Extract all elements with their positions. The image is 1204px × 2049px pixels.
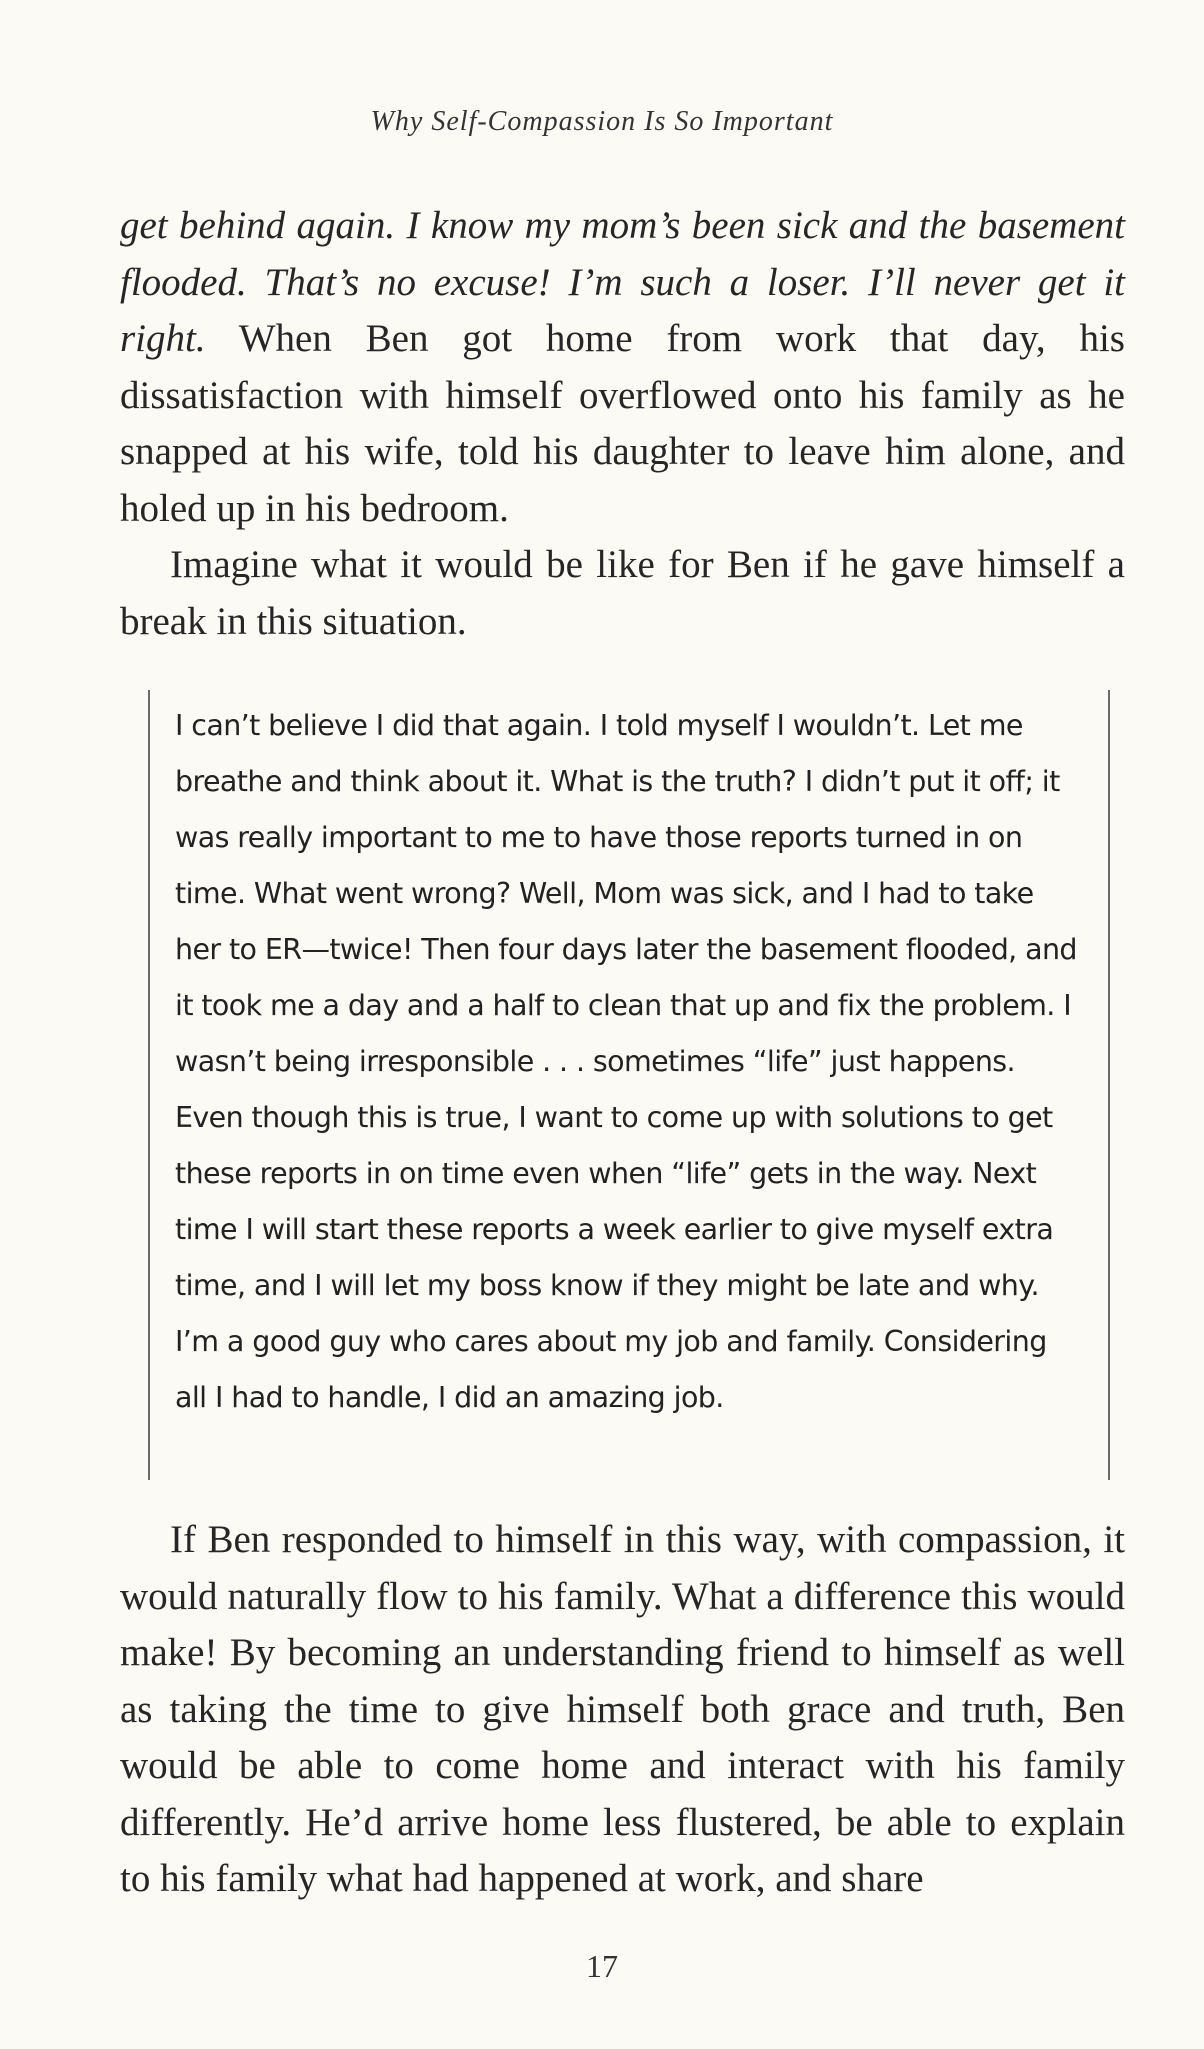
paragraph-3-text: If Ben responded to himself in this way, with compassion, it would naturally flow to his family. What a difference this would make! By becoming an understanding friend to himself as well as taking the time to give himself both grace and truth, Ben would be able to come home and interact with his family differently. He’d arrive home less flustered, be able to explain to his family what had happened at work, and share bbox=[120, 1518, 1125, 1900]
paragraph-3 bbox=[120, 1512, 1125, 1908]
paragraph-1 bbox=[120, 198, 1125, 537]
paragraph-1-text: When Ben got home from work that day, his dissatisfaction with himself overflowed onto his family as he snapped at his wife, told his daughter to leave him alone, and holed up in his bedroom. bbox=[120, 317, 1125, 530]
paragraph-2 bbox=[120, 537, 1125, 650]
self-talk-callout bbox=[148, 690, 1110, 1480]
callout-text: I can’t believe I did that again. I told myself I wouldn’t. Let me breathe and think about it. What is the truth? I didn’t put it off; it was really important to me to have those reports turned in on time. What went wrong? Well, Mom was sick, and I had to take her to ER—twice! Then four days later the basement flooded, and it took me a day and a half to clean that up and fix the problem. I wasn’t being irresponsible . . . sometimes “life” just happens. Even though this is true, I want to come up with solutions to get these reports in on time even when “life” gets in the way. Next time I will start these reports a week earlier to give myself extra time, and I will let my boss know if they might be late and why. I’m a good guy who cares about my job and family. Considering all I had to handle, I did an amazing job. bbox=[175, 709, 1077, 1414]
page-number: 17 bbox=[586, 1948, 618, 1984]
paragraph-2-text: Imagine what it would be like for Ben if he gave himself a break in this situation. bbox=[120, 543, 1125, 643]
running-head: Why Self-Compassion Is So Important bbox=[370, 106, 834, 137]
callout-right-rule bbox=[1108, 690, 1110, 1480]
callout-left-rule bbox=[148, 690, 150, 1480]
paragraph-1-italic-lead: get behind again. I know my mom’s been sick and the basement flooded. That’s no excuse! I’m such a loser. I’ll never get it right. bbox=[120, 204, 1125, 360]
